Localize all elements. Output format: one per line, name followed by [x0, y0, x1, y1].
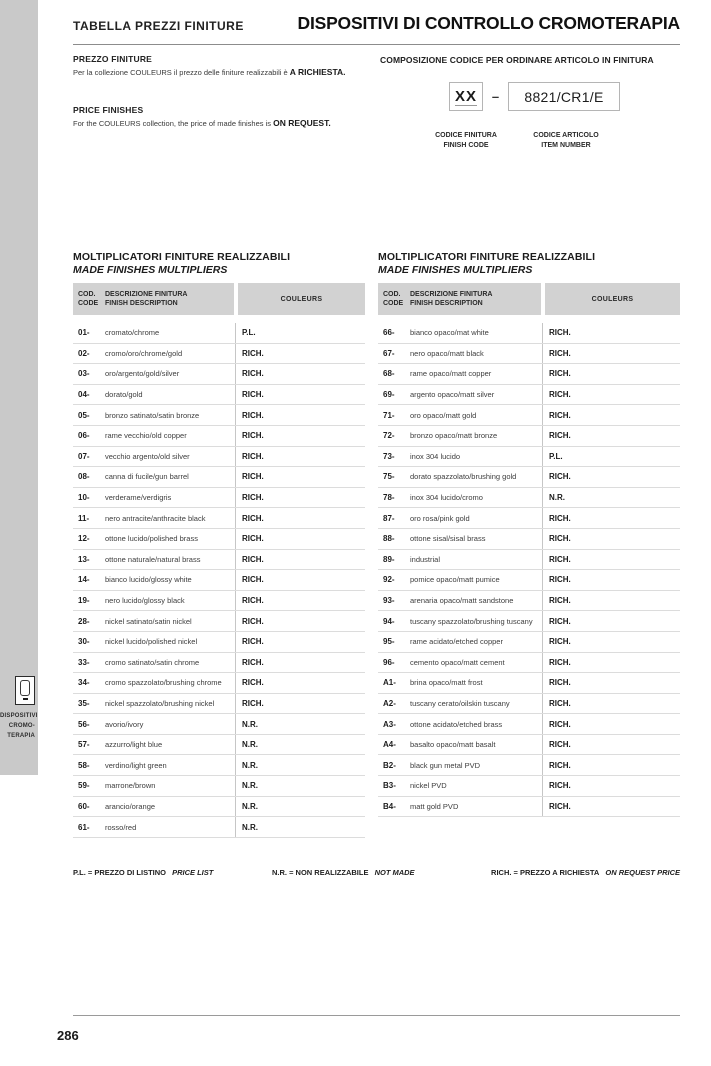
finish-price-flag: P.L. — [235, 323, 365, 343]
column-header-code — [383, 290, 410, 308]
finish-price-flag: N.R. — [542, 488, 680, 508]
sidebar-tab-dispositivi-cromoterapia[interactable] — [0, 676, 36, 741]
finish-code: 35- — [78, 698, 90, 708]
item-number-caption-en: ITEM NUMBER — [541, 141, 591, 149]
finish-price-flag: RICH. — [542, 591, 680, 611]
finish-description: tuscany cerato/oilskin tuscany — [410, 698, 510, 708]
finish-description: cromo spazzolato/brushing chrome — [105, 678, 222, 688]
table-row — [378, 323, 680, 344]
table-header-left-cell — [378, 283, 541, 315]
finish-code: 04- — [78, 390, 90, 400]
finish-code: A3- — [383, 719, 396, 729]
finish-price-flag: RICH. — [235, 447, 365, 467]
table-row — [378, 405, 680, 426]
finish-description: avorio/ivory — [105, 719, 144, 729]
finish-description: azzurro/light blue — [105, 740, 163, 750]
item-number-value: 8821/CR1/E — [524, 88, 604, 105]
table-row — [73, 632, 365, 653]
finish-description: brina opaco/matt frost — [410, 678, 483, 688]
column-header-code — [78, 290, 105, 308]
finish-code: 92- — [383, 575, 395, 585]
finish-price-flag: RICH. — [542, 653, 680, 673]
finish-price-flag: P.L. — [542, 447, 680, 467]
header-rule — [73, 44, 680, 45]
finish-description: dorato/gold — [105, 390, 143, 400]
legend-not-made — [272, 868, 415, 877]
finish-price-flag: RICH. — [542, 776, 680, 796]
table-row — [73, 714, 365, 735]
note-body-en-text: For the COULEURS collection, the price of made finishes is — [73, 119, 271, 128]
finish-code: B2- — [383, 760, 396, 770]
finish-description: matt gold PVD — [410, 801, 459, 811]
finish-code-placeholder: XX — [454, 87, 477, 105]
finish-price-flag: RICH. — [235, 426, 365, 446]
legend-price-list-en: PRICE LIST — [172, 868, 214, 877]
table-row — [378, 653, 680, 674]
finish-code-caption-en: FINISH CODE — [443, 141, 489, 149]
finish-code: 11- — [78, 513, 90, 523]
finish-code: 58- — [78, 760, 90, 770]
finish-description: tuscany spazzolato/brushing tuscany — [410, 616, 533, 626]
table-row — [73, 694, 365, 715]
price-finishes-note-en — [73, 105, 383, 128]
finish-description: arancio/orange — [105, 801, 156, 811]
finish-description: ottone lucido/polished brass — [105, 534, 198, 544]
finish-price-flag: RICH. — [235, 591, 365, 611]
finish-code-box — [449, 82, 483, 111]
finish-code-caption-it: CODICE FINITURA — [435, 132, 497, 139]
finish-code: 02- — [78, 348, 90, 358]
finish-description: oro opaco/matt gold — [410, 410, 477, 420]
finish-price-flag: RICH. — [235, 529, 365, 549]
finish-description: cromo satinato/satin chrome — [105, 657, 200, 667]
table-row — [378, 797, 680, 818]
finish-code: 08- — [78, 472, 90, 482]
table-header-left-cell — [73, 283, 234, 315]
finish-price-flag: RICH. — [542, 570, 680, 590]
finish-price-flag: N.R. — [235, 817, 365, 837]
finish-code: 28- — [78, 616, 90, 626]
table-row — [378, 632, 680, 653]
legend-not-made-label: N.R. = NON REALIZZABILE — [272, 868, 369, 877]
multipliers-table-right — [378, 251, 680, 817]
item-number-caption-it: CODICE ARTICOLO — [533, 132, 599, 139]
finish-description: ottone sisal/sisal brass — [410, 534, 486, 544]
finish-price-flag: RICH. — [542, 550, 680, 570]
column-header-desc-it: DESCRIZIONE FINITURA — [410, 291, 493, 298]
finish-description: argento opaco/matt silver — [410, 390, 495, 400]
sidebar-tab-label-line3: TERAPIA — [7, 733, 35, 739]
column-header-code-it: COD. — [383, 291, 401, 298]
finish-description: nickel lucido/polished nickel — [105, 637, 198, 647]
page-title-right: DISPOSITIVI DI CONTROLLO CROMOTERAPIA — [297, 13, 680, 33]
table-row — [73, 467, 365, 488]
table-row — [378, 591, 680, 612]
finish-code: 03- — [78, 369, 90, 379]
column-header-description — [410, 290, 492, 308]
table-row — [378, 714, 680, 735]
finish-description: bronzo opaco/matt bronze — [410, 431, 498, 441]
column-header-description — [105, 290, 187, 308]
table-row — [73, 447, 365, 468]
finish-code: 66- — [383, 328, 395, 338]
table-header-couleurs-cell — [545, 283, 680, 315]
table-row — [73, 323, 365, 344]
finish-code: 96- — [383, 657, 395, 667]
table-row — [378, 694, 680, 715]
finish-price-flag: RICH. — [542, 426, 680, 446]
table-row — [378, 467, 680, 488]
table-row — [73, 673, 365, 694]
finish-price-flag: RICH. — [542, 467, 680, 487]
finish-description: cromato/chrome — [105, 328, 160, 338]
table-row — [378, 735, 680, 756]
finish-code: 60- — [78, 801, 90, 811]
finish-code: 69- — [383, 390, 395, 400]
finish-description: nero opaco/matt black — [410, 348, 484, 358]
finish-description: rame opaco/matt copper — [410, 369, 492, 379]
table-row — [73, 405, 365, 426]
column-header-code-en: CODE — [383, 300, 404, 307]
finish-price-flag: RICH. — [542, 694, 680, 714]
table-row — [378, 755, 680, 776]
finish-price-flag: RICH. — [235, 694, 365, 714]
legend-price-list — [73, 868, 213, 877]
legend-not-made-en: NOT MADE — [374, 868, 415, 877]
finish-description: bronzo satinato/satin bronze — [105, 410, 200, 420]
finish-price-flag: N.R. — [235, 797, 365, 817]
table-row — [73, 611, 365, 632]
table-row — [73, 426, 365, 447]
chromotherapy-device-icon — [15, 676, 35, 705]
finish-description: nero antracite/anthracite black — [105, 513, 206, 523]
finish-price-flag: RICH. — [542, 364, 680, 384]
finish-price-flag: RICH. — [235, 405, 365, 425]
finish-description: nero lucido/glossy black — [105, 596, 185, 606]
finish-description: pomice opaco/matt pumice — [410, 575, 500, 585]
table-row — [378, 673, 680, 694]
finish-code: 87- — [383, 513, 395, 523]
finish-code: A4- — [383, 740, 396, 750]
finish-code: 67- — [383, 348, 395, 358]
code-composition-heading: COMPOSIZIONE CODICE PER ORDINARE ARTICOLO IN FINITURA — [380, 55, 654, 65]
finish-description: inox 304 lucido/cromo — [410, 493, 483, 503]
finish-description: verdino/light green — [105, 760, 167, 770]
finish-description: inox 304 lucido — [410, 451, 461, 461]
finish-description: marrone/brown — [105, 781, 156, 791]
sidebar-tab-label-line2: CROMO- — [8, 723, 35, 729]
multipliers-table-left — [73, 251, 365, 838]
finish-price-flag: RICH. — [235, 467, 365, 487]
column-header-couleurs: COULEURS — [280, 295, 323, 303]
table-title-en: MADE FINISHES MULTIPLIERS — [378, 264, 533, 276]
legend-on-request-en: ON REQUEST PRICE — [605, 868, 680, 877]
table-title-it: MOLTIPLICATORI FINITURE REALIZZABILI — [73, 251, 291, 263]
finish-code: 89- — [383, 554, 395, 564]
finish-code: 06- — [78, 431, 90, 441]
note-heading-en: PRICE FINISHES — [73, 105, 144, 115]
table-row — [378, 776, 680, 797]
finish-description: dorato spazzolato/brushing gold — [410, 472, 517, 482]
finish-description: ottone naturale/natural brass — [105, 554, 201, 564]
page-title-left: TABELLA PREZZI FINITURE — [73, 19, 244, 33]
finish-price-flag: RICH. — [542, 385, 680, 405]
table-row — [378, 488, 680, 509]
finish-code: 01- — [78, 328, 90, 338]
finish-price-flag: RICH. — [542, 714, 680, 734]
finish-price-flag: RICH. — [542, 508, 680, 528]
finish-description: basalto opaco/matt basalt — [410, 740, 496, 750]
finish-description: verderame/verdigris — [105, 493, 172, 503]
finish-price-flag: RICH. — [542, 632, 680, 652]
finish-code: 19- — [78, 596, 90, 606]
table-row — [378, 385, 680, 406]
finish-code: 71- — [383, 410, 395, 420]
sidebar-strip — [0, 0, 38, 775]
finish-price-flag: RICH. — [235, 385, 365, 405]
finish-price-flag: N.R. — [235, 714, 365, 734]
finish-price-flag: N.R. — [235, 755, 365, 775]
note-body-it-text: Per la collezione COULEURS il prezzo delle finiture realizzabili è — [73, 68, 288, 77]
finish-description: arenaria opaco/matt sandstone — [410, 596, 514, 606]
note-body-it-bold: A RICHIESTA. — [289, 67, 346, 77]
table-header — [378, 283, 680, 315]
table-row — [73, 488, 365, 509]
note-body-en — [73, 118, 383, 128]
item-number-caption — [506, 131, 626, 150]
finish-description: oro/argento/gold/silver — [105, 369, 180, 379]
note-body-en-bold: ON REQUEST. — [273, 118, 331, 128]
finish-code: 56- — [78, 719, 90, 729]
page-number: 286 — [57, 1028, 79, 1043]
finish-code: 75- — [383, 472, 395, 482]
finish-code: B3- — [383, 781, 396, 791]
finish-description: cemento opaco/matt cement — [410, 657, 505, 667]
finish-price-flag: RICH. — [235, 508, 365, 528]
finish-price-flag: RICH. — [235, 570, 365, 590]
finish-description: cromo/oro/chrome/gold — [105, 348, 183, 358]
finish-code: 13- — [78, 554, 90, 564]
column-header-desc-en: FINISH DESCRIPTION — [410, 300, 483, 307]
finish-code: 10- — [78, 493, 90, 503]
device-screen-shape — [20, 680, 30, 696]
code-composition-boxes — [449, 82, 620, 111]
finish-code: B4- — [383, 801, 396, 811]
finish-code: 33- — [78, 657, 90, 667]
finish-description: canna di fucile/gun barrel — [105, 472, 189, 482]
table-header-couleurs-cell — [238, 283, 365, 315]
finish-code: 72- — [383, 431, 395, 441]
finish-description: ottone acidato/etched brass — [410, 719, 503, 729]
table-row — [73, 776, 365, 797]
finish-code: 14- — [78, 575, 90, 585]
finish-price-flag: RICH. — [235, 632, 365, 652]
finish-code: 30- — [78, 637, 90, 647]
table-row — [73, 797, 365, 818]
finish-description: vecchio argento/old silver — [105, 451, 190, 461]
table-row — [73, 508, 365, 529]
finish-code: 05- — [78, 410, 90, 420]
finish-price-flag: RICH. — [542, 735, 680, 755]
note-body-it — [73, 67, 373, 77]
finish-code: 95- — [383, 637, 395, 647]
table-row — [73, 344, 365, 365]
table-row — [378, 550, 680, 571]
finish-price-flag: RICH. — [542, 405, 680, 425]
finish-code: 07- — [78, 451, 90, 461]
device-button-shape — [23, 698, 28, 700]
left-table-body — [73, 323, 365, 838]
table-row — [378, 426, 680, 447]
table-row — [73, 653, 365, 674]
finish-price-flag: N.R. — [235, 735, 365, 755]
table-row — [378, 447, 680, 468]
footer-rule — [73, 1015, 680, 1016]
finish-description: black gun metal PVD — [410, 760, 481, 770]
table-row — [73, 591, 365, 612]
finish-price-flag: RICH. — [542, 529, 680, 549]
price-finishes-note-it — [73, 54, 373, 77]
finish-code: 78- — [383, 493, 395, 503]
finish-code: 68- — [383, 369, 395, 379]
table-title-en: MADE FINISHES MULTIPLIERS — [73, 264, 228, 276]
finish-price-flag: RICH. — [542, 611, 680, 631]
right-table-body — [378, 323, 680, 817]
finish-price-flag: RICH. — [542, 755, 680, 775]
table-row — [378, 364, 680, 385]
table-row — [73, 755, 365, 776]
table-row — [378, 529, 680, 550]
table-row — [378, 508, 680, 529]
finish-code: 61- — [78, 822, 90, 832]
sidebar-tab-label-line1: DISPOSITIVI — [0, 713, 38, 719]
finish-code: A1- — [383, 678, 396, 688]
table-row — [73, 735, 365, 756]
table-row — [378, 344, 680, 365]
table-row — [378, 611, 680, 632]
note-heading-it: PREZZO FINITURE — [73, 54, 153, 64]
table-row — [73, 529, 365, 550]
column-header-code-it: COD. — [78, 291, 96, 298]
finish-description: rame vecchio/old copper — [105, 431, 187, 441]
table-row — [73, 385, 365, 406]
finish-description: rosso/red — [105, 822, 137, 832]
finish-price-flag: RICH. — [542, 797, 680, 817]
finish-code: 57- — [78, 740, 90, 750]
finish-description: nickel spazzolato/brushing nickel — [105, 698, 215, 708]
finish-code: 94- — [383, 616, 395, 626]
finish-code: 93- — [383, 596, 395, 606]
finish-description: bianco lucido/glossy white — [105, 575, 192, 585]
legend-on-request-label: RICH. = PREZZO A RICHIESTA — [491, 868, 600, 877]
column-header-desc-en: FINISH DESCRIPTION — [105, 300, 178, 307]
finish-code: 12- — [78, 534, 90, 544]
column-header-desc-it: DESCRIZIONE FINITURA — [105, 291, 188, 298]
finish-description: nickel satinato/satin nickel — [105, 616, 192, 626]
finish-price-flag: RICH. — [235, 364, 365, 384]
finish-price-flag: RICH. — [235, 488, 365, 508]
finish-description: rame acidato/etched copper — [410, 637, 503, 647]
finish-code: A2- — [383, 698, 396, 708]
table-row — [73, 570, 365, 591]
finish-code: 73- — [383, 451, 395, 461]
finish-price-flag: RICH. — [542, 323, 680, 343]
finish-code: 34- — [78, 678, 90, 688]
finish-price-flag: RICH. — [542, 673, 680, 693]
finish-code: 59- — [78, 781, 90, 791]
finish-price-flag: RICH. — [235, 653, 365, 673]
item-number-box — [508, 82, 620, 111]
table-header — [73, 283, 365, 315]
finish-description: bianco opaco/mat white — [410, 328, 489, 338]
finish-price-flag: RICH. — [235, 673, 365, 693]
sidebar-tab-label — [0, 711, 36, 741]
table-row — [378, 570, 680, 591]
finish-price-flag: RICH. — [542, 344, 680, 364]
finish-price-flag: RICH. — [235, 550, 365, 570]
finish-description: nickel PVD — [410, 781, 447, 791]
finish-price-flag: RICH. — [235, 344, 365, 364]
finish-description: oro rosa/pink gold — [410, 513, 470, 523]
legend-price-list-label: P.L. = PREZZO DI LISTINO — [73, 868, 166, 877]
legend-on-request — [491, 868, 680, 877]
table-row — [73, 364, 365, 385]
finish-description: industrial — [410, 554, 441, 564]
column-header-couleurs: COULEURS — [591, 295, 634, 303]
table-row — [73, 817, 365, 838]
table-row — [73, 550, 365, 571]
finish-price-flag: N.R. — [235, 776, 365, 796]
finish-code: 88- — [383, 534, 395, 544]
table-title-it: MOLTIPLICATORI FINITURE REALIZZABILI — [378, 251, 596, 263]
code-separator-dash: – — [491, 89, 500, 104]
finish-price-flag: RICH. — [235, 611, 365, 631]
column-header-code-en: CODE — [78, 300, 99, 307]
